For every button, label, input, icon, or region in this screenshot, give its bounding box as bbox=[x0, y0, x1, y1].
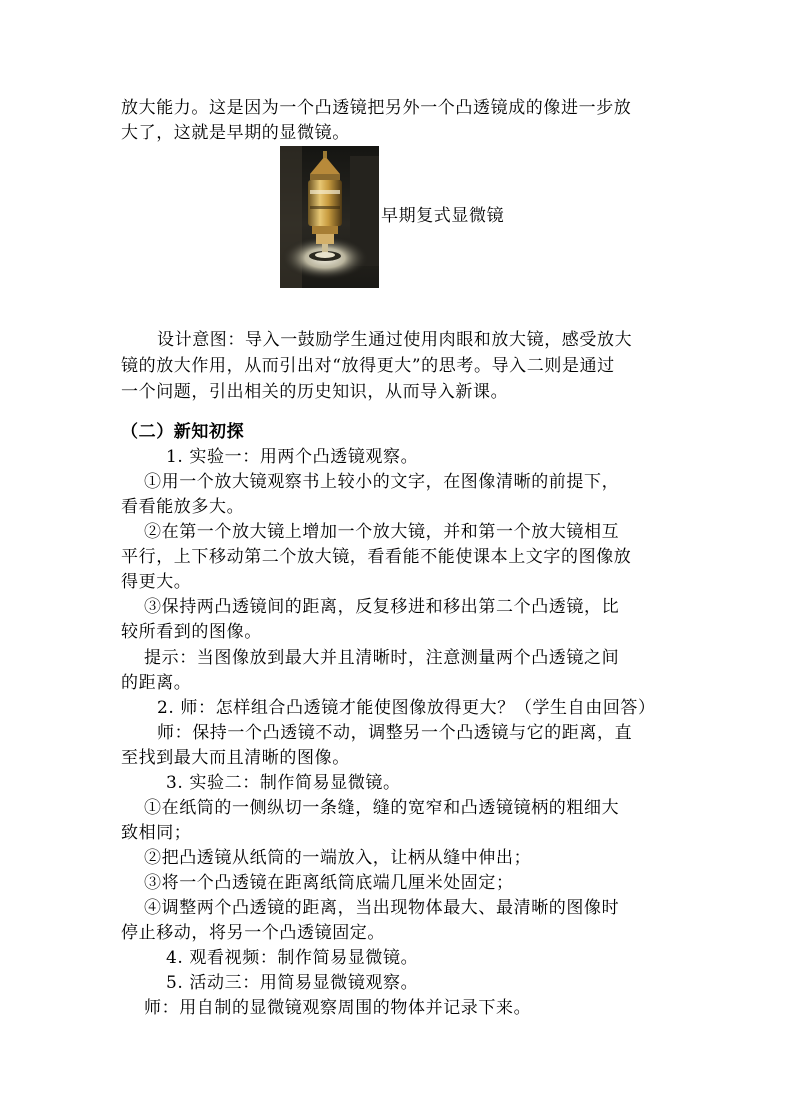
body-line: 致相同； bbox=[121, 823, 192, 843]
section-heading: （二）新知初探 bbox=[121, 422, 245, 442]
intro-line-1: 放大能力。这是因为一个凸透镜把另外一个凸透镜成的像进一步放 bbox=[121, 98, 632, 118]
body-line: ②把凸透镜从纸筒的一端放入，让柄从缝中伸出； bbox=[144, 848, 532, 868]
body-line: ①用一个放大镜观察书上较小的文字，在图像清晰的前提下， bbox=[144, 472, 620, 492]
body-line: 至找到最大而且清晰的图像。 bbox=[121, 748, 350, 768]
figure-caption: 早期复式显微镜 bbox=[381, 206, 505, 226]
design-intent-line-1: 设计意图：导入一鼓励学生通过使用肉眼和放大镜，感受放大 bbox=[157, 330, 633, 350]
body-line: 较所看到的图像。 bbox=[121, 622, 262, 642]
body-line: 2. 师：怎样组合凸透镜才能使图像放得更大？（学生自由回答） bbox=[157, 698, 656, 718]
body-line: 看看能放多大。 bbox=[121, 497, 245, 517]
intro-line-2: 大了，这就是早期的显微镜。 bbox=[121, 123, 350, 143]
body-line: 提示：当图像放到最大并且清晰时，注意测量两个凸透镜之间 bbox=[144, 648, 620, 668]
body-line: 的距离。 bbox=[121, 673, 192, 693]
body-line: 5. 活动三：用简易显微镜观察。 bbox=[166, 973, 419, 993]
body-line: 1. 实验一：用两个凸透镜观察。 bbox=[166, 447, 419, 467]
body-line: ①在纸筒的一侧纵切一条缝，缝的宽窄和凸透镜镜柄的粗细大 bbox=[144, 798, 620, 818]
body-line: 师：用自制的显微镜观察周围的物体并记录下来。 bbox=[144, 998, 532, 1018]
design-intent-line-3: 一个问题，引出相关的历史知识，从而导入新课。 bbox=[121, 382, 509, 402]
body-line: ③保持两凸透镜间的距离，反复移进和移出第二个凸透镜，比 bbox=[144, 597, 620, 617]
early-compound-microscope-photo bbox=[280, 146, 379, 288]
body-line: 得更大。 bbox=[121, 572, 192, 592]
body-line: 3. 实验二：制作简易显微镜。 bbox=[166, 773, 401, 793]
body-line: 停止移动，将另一个凸透镜固定。 bbox=[121, 923, 385, 943]
body-line: ②在第一个放大镜上增加一个放大镜，并和第一个放大镜相互 bbox=[144, 522, 620, 542]
body-line: 平行，上下移动第二个放大镜，看看能不能使课本上文字的图像放 bbox=[121, 547, 632, 567]
design-intent-line-2: 镜的放大作用，从而引出对“放得更大”的思考。导入二则是通过 bbox=[121, 356, 615, 376]
body-line: ④调整两个凸透镜的距离，当出现物体最大、最清晰的图像时 bbox=[144, 898, 620, 918]
body-line: 师：保持一个凸透镜不动，调整另一个凸透镜与它的距离，直 bbox=[157, 723, 633, 743]
body-line: 4. 观看视频：制作简易显微镜。 bbox=[166, 948, 419, 968]
body-line: ③将一个凸透镜在距离纸筒底端几厘米处固定； bbox=[144, 873, 514, 893]
